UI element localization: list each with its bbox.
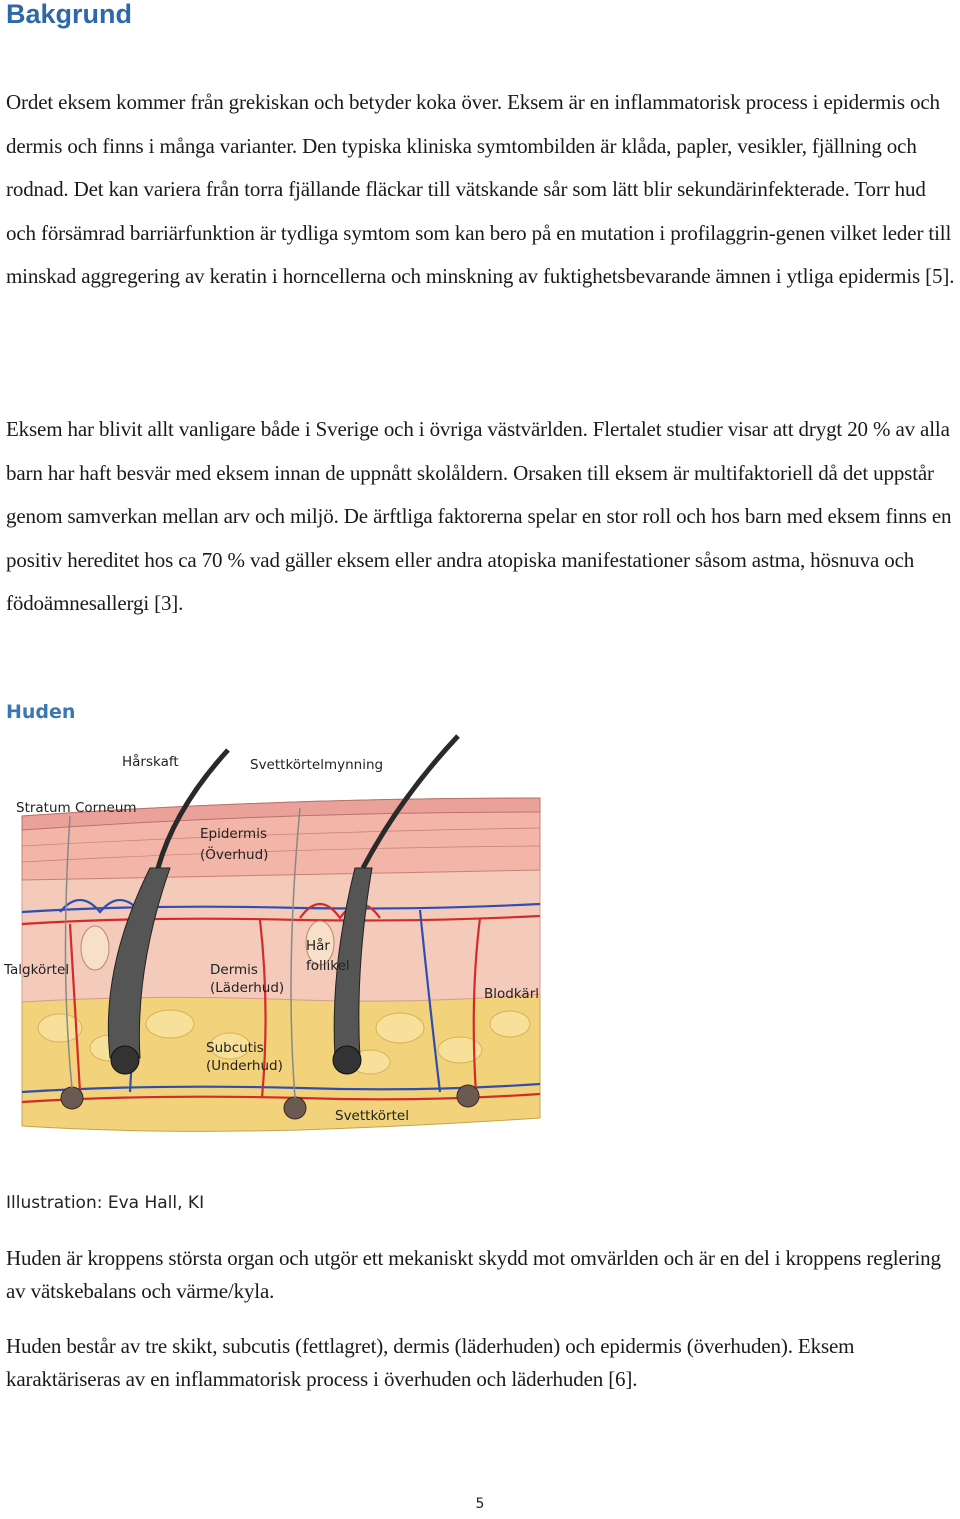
paragraph-skin-function: Huden är kroppens största organ och utgör ett mekaniskt skydd mot omvärlden och är en del i kroppens reglering av vätskebalans och värme/kyla. [6,1246,941,1303]
page-number: 5 [475,1496,485,1512]
skin-cross-section-illustration [0,728,560,1158]
label-dermis: Dermis [210,962,258,978]
section-heading-huden: Huden [6,701,76,723]
label-blodkarl: Blodkärl [484,986,539,1002]
label-har: Hår [306,938,330,954]
label-overhud: (Överhud) [200,847,269,863]
paragraph-eczema-prevalence: Eksem har blivit allt vanligare både i Sverige och i övriga västvärlden. Flertalet studier visar att drygt 20 % av alla barn har haft besvär med eksem innan de uppnått skolåldern. Orsaken till eksem är multifaktoriell då det uppstår genom samverkan mellan arv och miljö. De ärftliga faktorerna spelar en stor roll och hos barn med eksem finns en positiv hereditet hos ca 70 % vad gäller eksem eller andra atopiska manifestationer såsom astma, hösnuva och födoämnesallergi [3]. [6,417,952,616]
label-follikel: follikel [306,958,350,974]
paragraph-skin-layers: Huden består av tre skikt, subcutis (fettlagret), dermis (läderhuden) och epidermis (överhuden). Eksem karaktäriseras av en inflammatorisk process i överhuden och läderhuden [6]. [6,1334,855,1391]
paragraph-eczema-definition: Ordet eksem kommer från grekiskan och betyder koka över. Eksem är en inflammatorisk process i epidermis och dermis och finns i många varianter. Den typiska kliniska symtombilden är klåda, papler, vesikler, fjällning och rodnad. Det kan variera från torra fjällande fläckar till vätskande sår som lätt blir sekundärinfekterade. Torr hud och försämrad barriärfunktion är tydliga symtom som kan bero på en mutation i profilaggrin-genen vilket leder till minskad aggregering av keratin i horncellerna och minskning av fuktighetsbevarande ämnen i ytliga epidermis [5]. [6,90,955,289]
label-svettkortelmynning: Svettkörtelmynning [250,757,384,773]
label-talgkortel: Talgkörtel [4,962,70,978]
label-epidermis: Epidermis [200,826,267,842]
label-subcutis: Subcutis [206,1040,264,1056]
label-harskaft: Hårskaft [122,754,179,770]
label-svettkortel: Svettkörtel [335,1108,409,1124]
figure-caption: Illustration: Eva Hall, KI [6,1193,205,1213]
label-underhud: (Underhud) [206,1058,283,1074]
label-laderhud: (Läderhud) [210,980,285,996]
page-heading: Bakgrund [6,0,133,29]
label-stratum-corneum: Stratum Corneum [16,800,137,816]
